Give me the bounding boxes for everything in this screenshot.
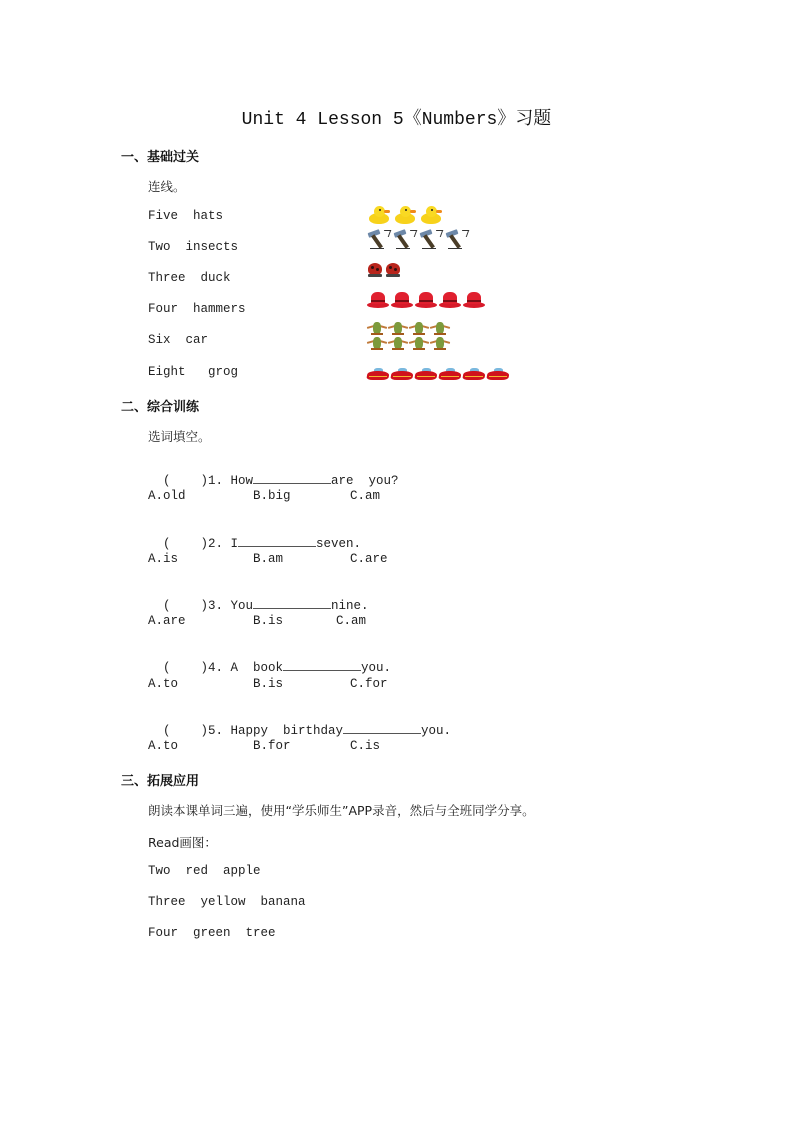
frog-icon	[430, 336, 450, 350]
answer-blank[interactable]	[238, 535, 316, 547]
read-line-2: Three yellow banana	[148, 895, 306, 909]
hammer-icon	[393, 228, 417, 250]
picture-frogs	[367, 321, 450, 350]
duck-icon	[393, 205, 417, 225]
page-title: Unit 4 Lesson 5《Numbers》习题	[241, 110, 552, 130]
hat-icon	[463, 291, 485, 309]
car-icon	[463, 367, 485, 381]
match-item-1: Five hats	[148, 209, 224, 223]
option-4c: C.for	[350, 677, 388, 691]
frog-icon	[409, 321, 429, 335]
frog-icon	[388, 321, 408, 335]
question-2: ( )2. I seven.	[163, 537, 362, 551]
answer-blank[interactable]	[253, 472, 331, 484]
option-2b: B.am	[253, 552, 284, 566]
match-item-4: Four hammers	[148, 302, 246, 316]
option-5a: A.to	[148, 739, 179, 753]
car-icon	[487, 367, 509, 381]
match-item-2: Two insects	[148, 240, 239, 254]
option-4a: A.to	[148, 677, 179, 691]
ladybug-icon	[367, 262, 383, 278]
frog-icon	[430, 321, 450, 335]
picture-cars	[367, 367, 509, 381]
hammer-icon	[367, 228, 391, 250]
picture-ducks	[367, 205, 443, 225]
ladybug-icon	[385, 262, 401, 278]
car-icon	[391, 367, 413, 381]
answer-blank[interactable]	[283, 659, 361, 671]
car-icon	[439, 367, 461, 381]
option-2c: C.are	[350, 552, 388, 566]
car-icon	[415, 367, 437, 381]
answer-blank[interactable]	[253, 597, 331, 609]
option-3b: B.is	[253, 614, 284, 628]
hat-icon	[415, 291, 437, 309]
section-3-instruction: 朗读本课单词三遍，使用“学乐师生”APP录音，然后与全班同学分享。	[148, 803, 535, 818]
hat-icon	[439, 291, 461, 309]
read-draw-label: Read画图：	[148, 835, 217, 850]
option-3c: C.am	[336, 614, 367, 628]
frog-icon	[409, 336, 429, 350]
section-3-heading: 三、拓展应用	[121, 774, 200, 789]
duck-icon	[419, 205, 443, 225]
question-4: ( )4. A book you.	[163, 661, 392, 675]
question-3: ( )3. You nine.	[163, 599, 369, 613]
option-5c: C.is	[350, 739, 381, 753]
option-1a: A.old	[148, 489, 186, 503]
match-item-5: Six car	[148, 333, 209, 347]
section-1-instruction: 连线。	[148, 179, 186, 194]
section-2-instruction: 选词填空。	[148, 429, 211, 444]
question-5: ( )5. Happy birthday you.	[163, 724, 452, 738]
question-1: ( )1. How are you?	[163, 474, 399, 488]
read-line-3: Four green tree	[148, 926, 276, 940]
car-icon	[367, 367, 389, 381]
frog-icon	[367, 321, 387, 335]
hat-icon	[367, 291, 389, 309]
read-line-1: Two red apple	[148, 864, 261, 878]
picture-hammers	[367, 228, 469, 250]
frog-icon	[388, 336, 408, 350]
section-2-heading: 二、综合训练	[121, 400, 200, 415]
answer-blank[interactable]	[343, 722, 421, 734]
option-1c: C.am	[350, 489, 381, 503]
hammer-icon	[445, 228, 469, 250]
hat-icon	[391, 291, 413, 309]
option-2a: A.is	[148, 552, 179, 566]
frog-icon	[367, 336, 387, 350]
option-3a: A.are	[148, 614, 186, 628]
duck-icon	[367, 205, 391, 225]
hammer-icon	[419, 228, 443, 250]
picture-ladybugs	[367, 262, 401, 278]
option-5b: B.for	[253, 739, 291, 753]
option-1b: B.big	[253, 489, 291, 503]
picture-hats	[367, 291, 485, 309]
match-item-6: Eight grog	[148, 365, 239, 379]
option-4b: B.is	[253, 677, 284, 691]
match-item-3: Three duck	[148, 271, 231, 285]
section-1-heading: 一、基础过关	[121, 150, 200, 165]
